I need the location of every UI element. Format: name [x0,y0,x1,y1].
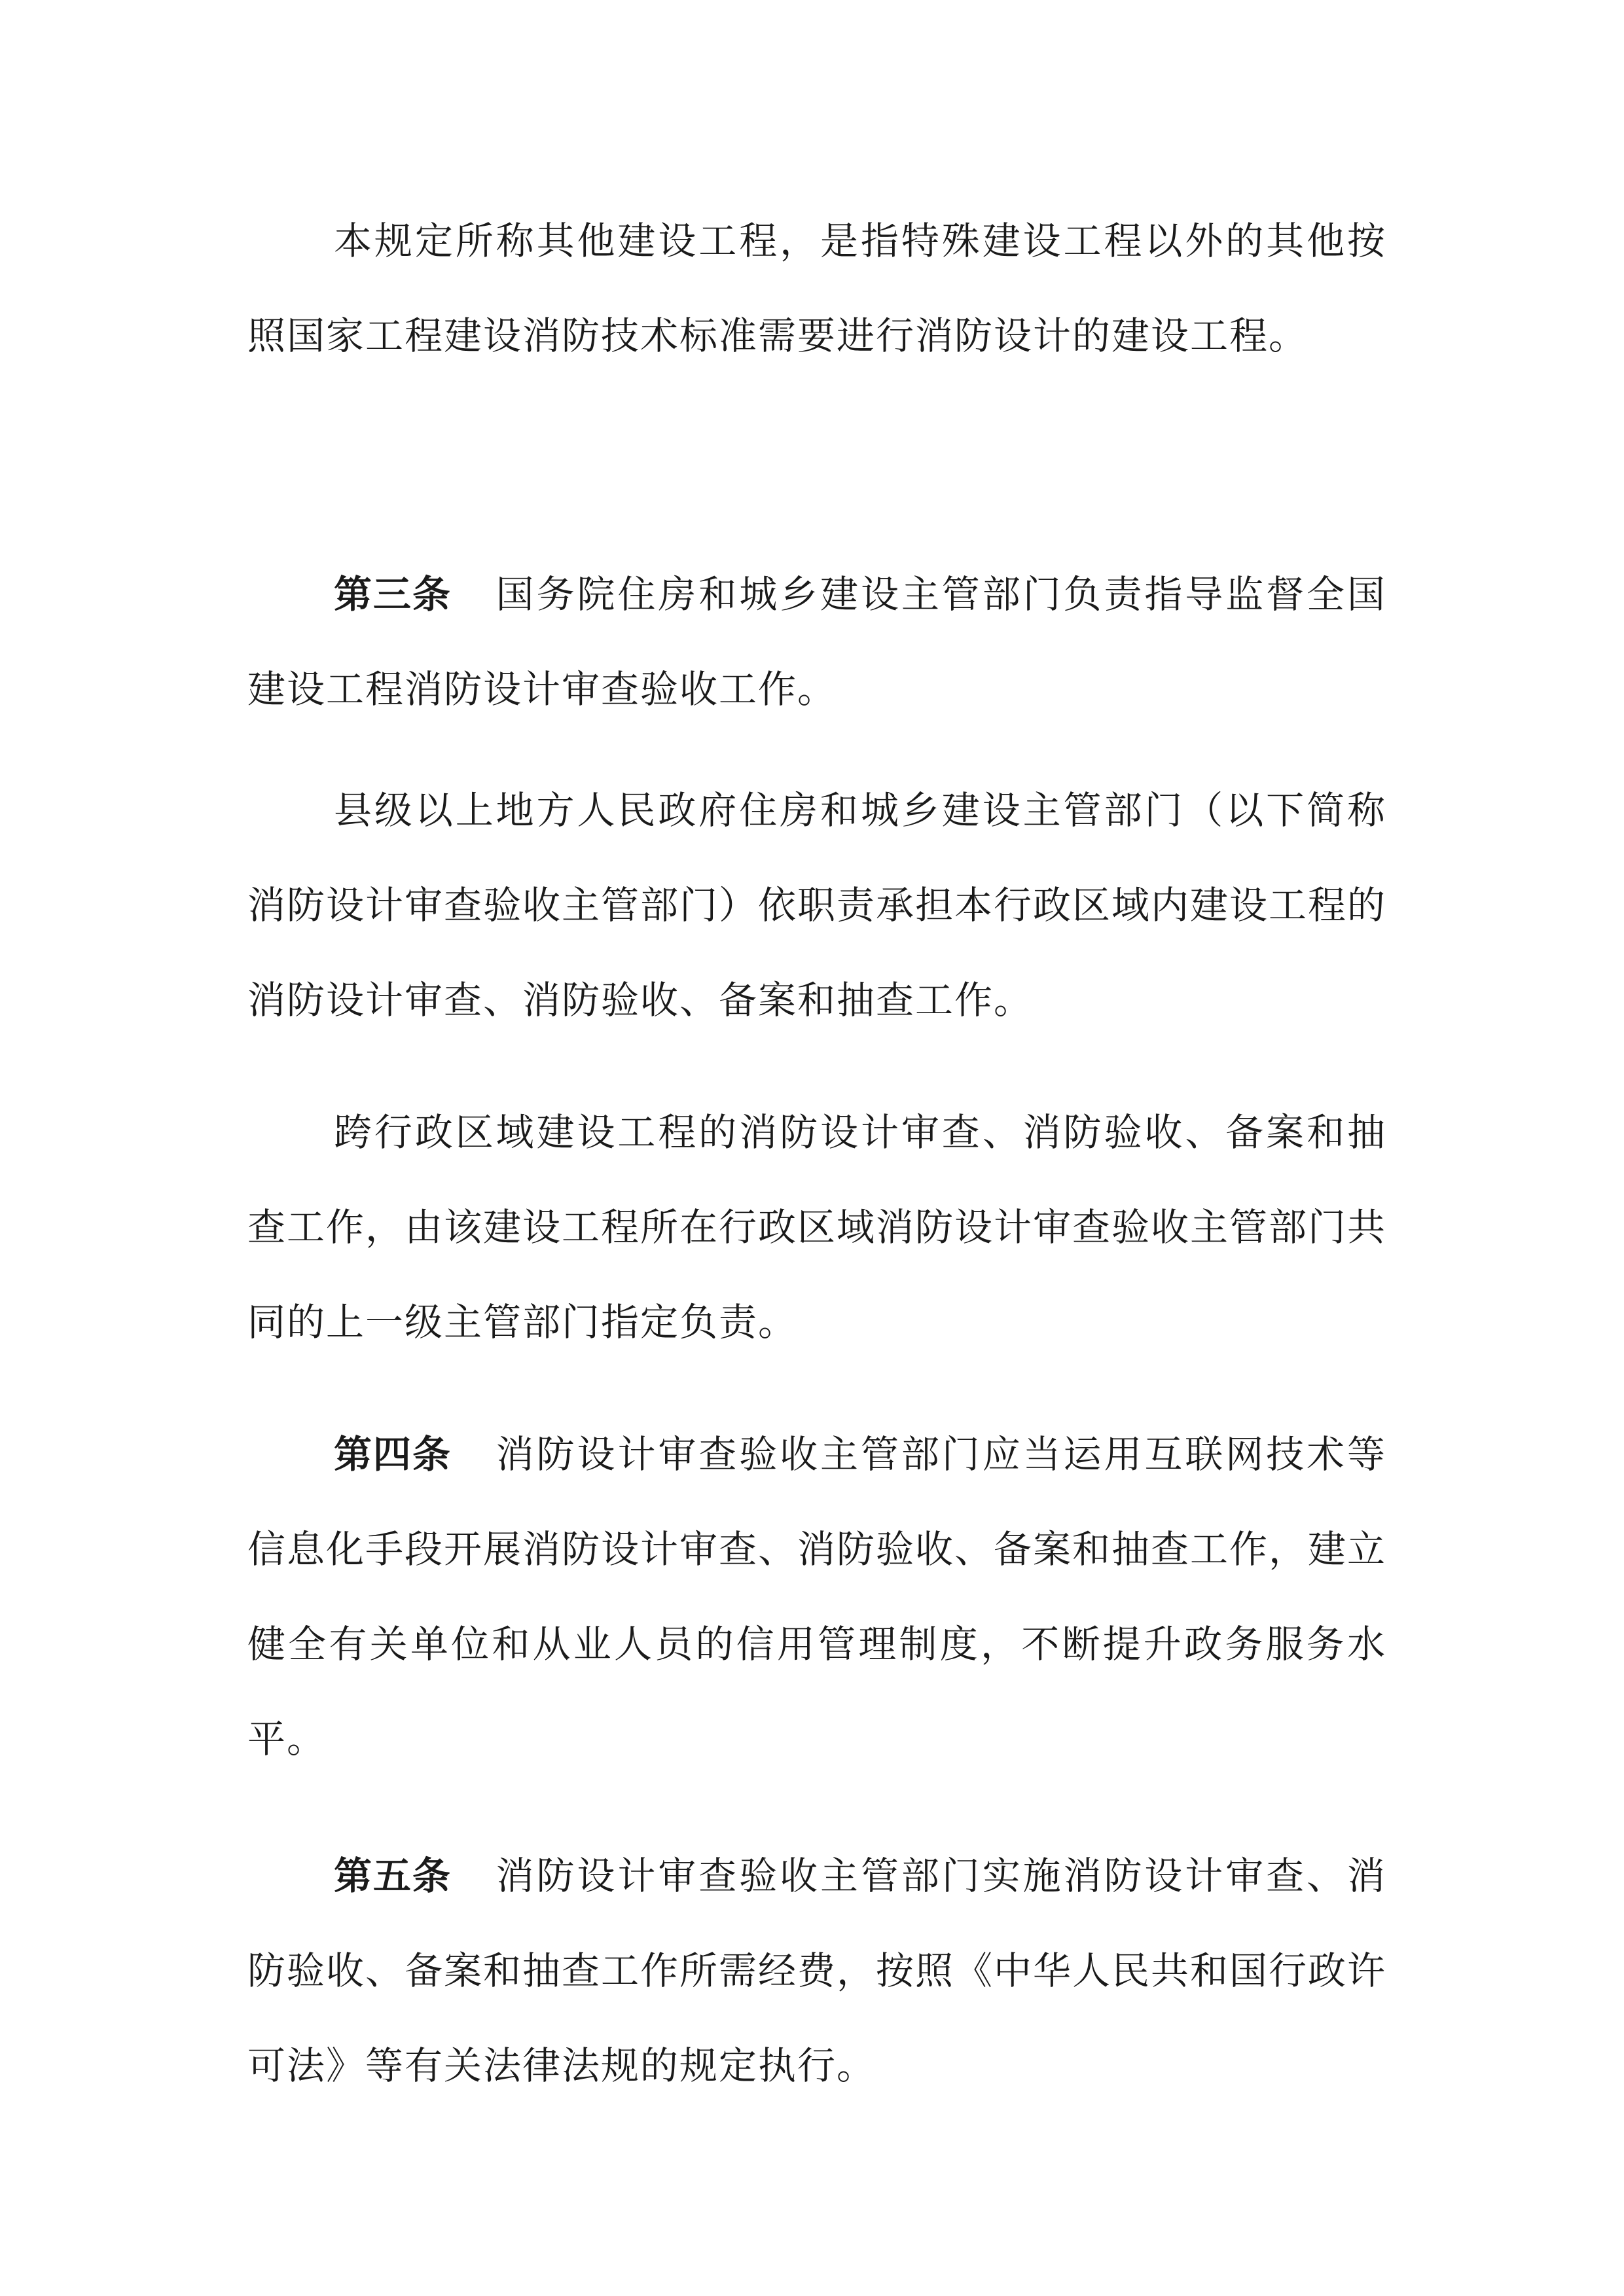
paragraph-cross-region [247,1085,1386,1370]
article-heading: 第三条 [334,572,452,617]
paragraph-article-4 [247,1407,1386,1787]
paragraph-text: 本规定所称其他建设工程，是指特殊建设工程以外的其他按照国家工程建设消防技术标准需要进行消防设计的建设工程。 [247,219,1386,358]
article-heading: 第五条 [334,1854,452,1898]
paragraph-article-3 [247,547,1386,737]
paragraph-local-authority [247,763,1386,1048]
paragraph-text: 县级以上地方人民政府住房和城乡建设主管部门（以下简称消防设计审查验收主管部门）依职责承担本行政区域内建设工程的消防设计审查、消防验收、备案和抽查工作。 [247,788,1387,1022]
paragraph-text: 国务院住房和城乡建设主管部门负责指导监督全国建设工程消防设计审查验收工作。 [247,572,1386,711]
article-heading: 第四条 [334,1432,452,1477]
paragraph-text: 消防设计审查验收主管部门实施消防设计审查、消防验收、备案和抽查工作所需经费，按照《中华人民共和国行政许可法》等有关法律法规的规定执行。 [247,1854,1387,2088]
paragraph-other-construction-definition [247,194,1386,384]
paragraph-text: 跨行政区域建设工程的消防设计审查、消防验收、备案和抽查工作，由该建设工程所在行政区域消防设计审查验收主管部门共同的上一级主管部门指定负责。 [247,1110,1387,1344]
paragraph-text: 消防设计审查验收主管部门应当运用互联网技术等信息化手段开展消防设计审查、消防验收、备案和抽查工作，建立健全有关单位和从业人员的信用管理制度，不断提升政务服务水平。 [247,1432,1387,1761]
paragraph-article-5 [247,1829,1386,2113]
